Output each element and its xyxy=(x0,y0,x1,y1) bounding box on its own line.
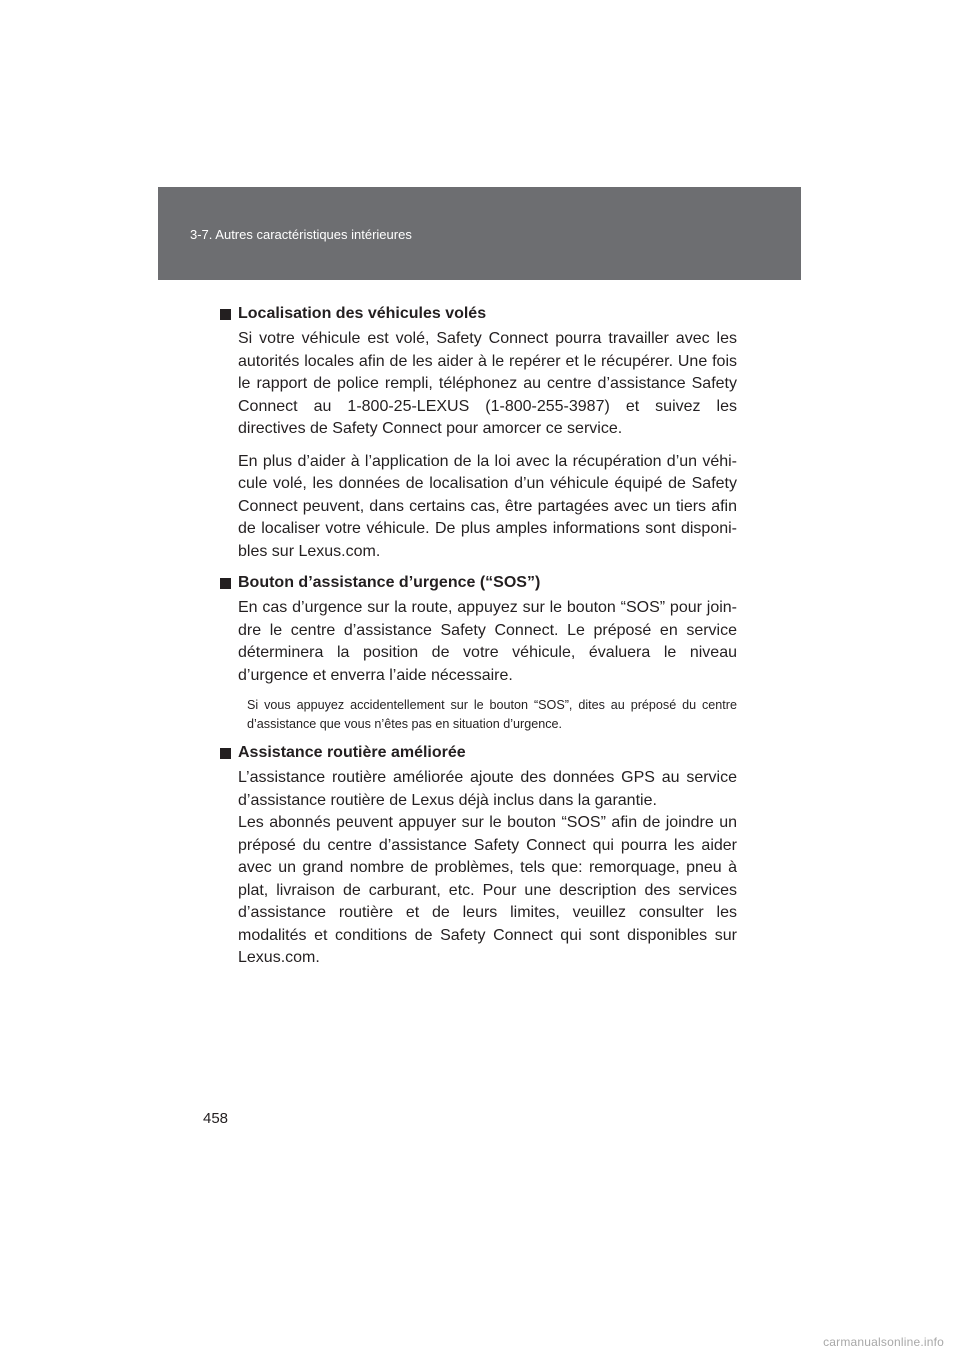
section-stolen-vehicle-location xyxy=(220,303,737,563)
watermark: carmanualsonline.info xyxy=(823,1335,944,1349)
square-bullet-icon xyxy=(220,748,231,759)
section-heading xyxy=(220,303,737,325)
square-bullet-icon xyxy=(220,578,231,589)
note: Si vous appuyez accidentellement sur le bouton “SOS”, dites au préposé du centre d’assistance que vous n’êtes pas en situation d’urgence. xyxy=(247,698,737,731)
page-content xyxy=(220,303,737,970)
section-heading-text: Assistance routière améliorée xyxy=(238,744,466,761)
section-heading xyxy=(220,572,737,594)
paragraph: En plus d’aider à l’application de la loi avec la récupération d’un véhi-cule volé, les données de localisation d’un véhicule équipé de Safety Connect peuvent, dans certains cas, être partagées avec un tiers afin de localiser votre véhicule. De plus amples informations sont disponi-bles sur Lexus.com. xyxy=(238,452,737,560)
section-heading xyxy=(220,742,737,764)
paragraph: Les abonnés peuvent appuyer sur le bouton “SOS” afin de joindre un préposé du centre d’assistance Safety Connect qui pourra les aider avec un grand nombre de problèmes, tels que: remorquage, pneu à plat, livraison de carburant, etc. Pour une description des services d’assistance routière et de leurs limites, veuillez consulter les modalités et conditions de Safety Connect qui sont disponibles sur Lexus.com. xyxy=(238,814,737,966)
paragraph: L’assistance routière améliorée ajoute des données GPS au service d’assistance routière de Lexus déjà inclus dans la garantie. xyxy=(238,769,737,809)
section-sos-button xyxy=(220,572,737,734)
section-heading-text: Bouton d’assistance d’urgence (“SOS”) xyxy=(238,574,541,591)
paragraph: Si votre véhicule est volé, Safety Connect pourra travailler avec les autorités locales afin de les aider à le repérer et le récupérer. Une fois le rapport de police rempli, téléphonez au centre d’assistance Safety Connect au 1-800-25-LEXUS (1-800-255-3987) et suivez les directives de Safety Connect pour amorcer ce service. xyxy=(238,330,737,437)
page-number: 458 xyxy=(203,1110,229,1127)
section-enhanced-roadside-assistance xyxy=(220,742,737,970)
paragraph: En cas d’urgence sur la route, appuyez sur le bouton “SOS” pour join-dre le centre d’assistance Safety Connect. Le préposé en service déterminera la position de votre véhicule, évaluera le niveau d’urgence et enverra l’aide nécessaire. xyxy=(238,599,737,684)
section-heading-text: Localisation des véhicules volés xyxy=(238,305,487,322)
section-title: 3-7. Autres caractéristiques intérieures xyxy=(190,227,412,242)
section-header-bar xyxy=(158,187,801,280)
square-bullet-icon xyxy=(220,309,231,320)
